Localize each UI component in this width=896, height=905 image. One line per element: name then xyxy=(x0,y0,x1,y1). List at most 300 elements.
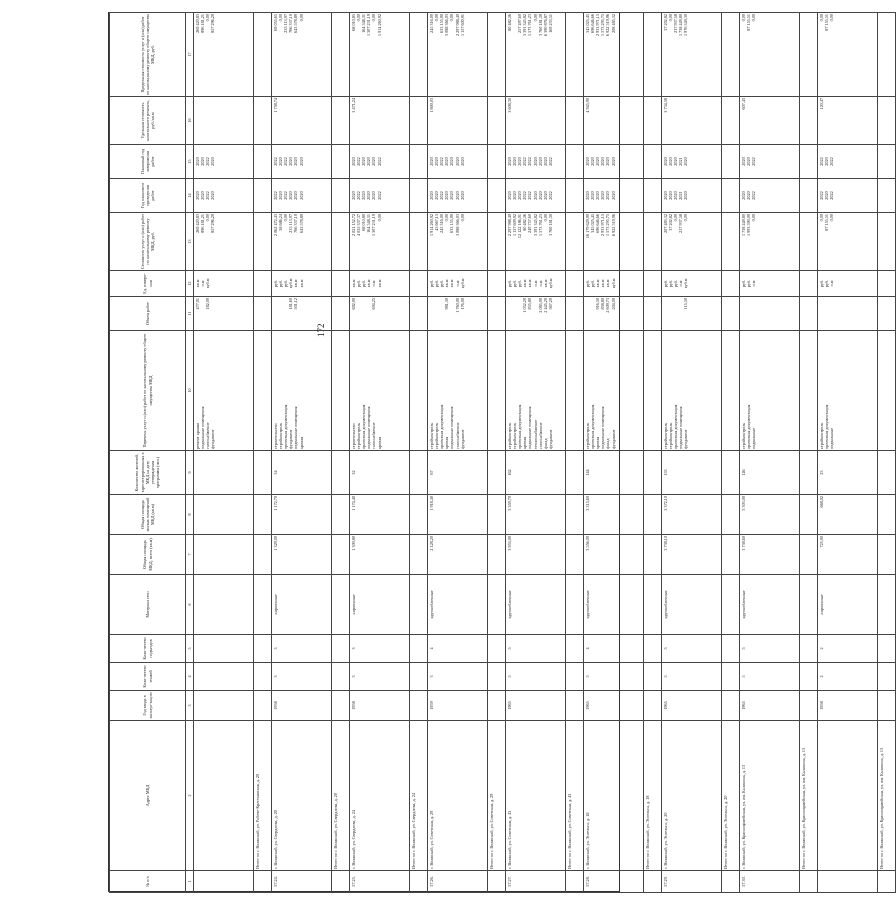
table-cell: 181,60 501,12 xyxy=(272,297,332,331)
subtotal-row xyxy=(410,13,428,893)
table-cell xyxy=(332,13,350,97)
table-cell xyxy=(800,871,818,893)
capital-repair-table xyxy=(109,12,896,893)
table-cell: г. Волжский, ул. Красноармейская, ул. им. Калинина, д. 13 xyxy=(740,721,800,871)
table-cell: 69 055,65 0,00 233 113,97 766 337,10 643 578,89 0,00 xyxy=(272,13,332,97)
table-cell: 1 172,70 xyxy=(272,495,332,535)
table-row xyxy=(506,13,566,893)
table-cell: 269 420,83 896 181,21 0,00 857 296,20 xyxy=(194,13,254,97)
table-cell xyxy=(410,451,428,495)
table-cell xyxy=(254,451,272,495)
table-cell xyxy=(488,451,506,495)
table-cell xyxy=(410,271,428,297)
table-cell xyxy=(254,213,272,271)
table-cell xyxy=(878,179,896,213)
table-row xyxy=(272,13,332,893)
table-cell xyxy=(194,97,254,145)
table-cell xyxy=(566,331,584,451)
table-cell: Итого по г. Волжский, ул. Советская, д. 29 xyxy=(488,721,506,871)
table-cell xyxy=(800,495,818,535)
table-cell: Итого по г. Волжский, ул. Энгельса, д. 18 xyxy=(644,721,662,871)
table-cell: 3 471,24 xyxy=(350,97,410,145)
table-cell: крупноблочные xyxy=(662,575,722,635)
table-cell: 981,30 1 760,00 176,00 xyxy=(428,297,488,331)
table-cell: 207 483,32 37 202,82 0,00 217 937,58 0,00 xyxy=(662,213,722,271)
table-cell: 57.24. xyxy=(272,871,332,893)
table-cell xyxy=(722,271,740,297)
table-cell: 57.28. xyxy=(584,871,644,893)
table-cell: 5 xyxy=(662,635,722,663)
table-cell: крупноблочные xyxy=(740,575,800,635)
table-cell xyxy=(644,663,662,691)
table-cell xyxy=(332,495,350,535)
table-cell: 1 758,74 xyxy=(272,97,332,145)
table-cell: 5 xyxy=(740,663,800,691)
table-cell xyxy=(644,179,662,213)
table-cell: крупноблочные xyxy=(584,575,644,635)
table-cell xyxy=(194,495,254,535)
subtotal-row xyxy=(566,13,584,893)
table-row xyxy=(818,13,878,893)
table-cell: стройконтроль проектная документация подвальные xyxy=(740,331,800,451)
table-cell xyxy=(800,691,818,721)
column-header: Удельная стоимость капитального ремонта, руб./кв.м xyxy=(110,97,186,145)
table-cell xyxy=(254,871,272,893)
table-cell xyxy=(722,297,740,331)
table-cell xyxy=(194,663,254,691)
table-cell xyxy=(740,297,800,331)
column-number: 4 xyxy=(186,663,194,691)
table-cell: 57.27. xyxy=(506,871,566,893)
table-cell xyxy=(332,179,350,213)
table-cell xyxy=(194,575,254,635)
table-cell: кв.м руб. руб. кв.м п.м кв.м xyxy=(350,271,410,297)
table-cell: ремонт крыши подвальные помещения газоснабжение фундамент xyxy=(194,331,254,451)
table-cell: Итого по г. Волжский, ул. Рабоче-Крестьянская, д. 20 xyxy=(254,721,272,871)
table-cell xyxy=(722,495,740,535)
table-cell: 1965 xyxy=(740,691,800,721)
table-cell: г. Волжский, ул. Свердлова, д. 24 xyxy=(350,721,410,871)
table-cell: 34 xyxy=(272,451,332,495)
column-number: 1 xyxy=(186,871,194,893)
subtotal-row xyxy=(644,13,662,893)
table-cell xyxy=(722,213,740,271)
table-cell: 269 420,83 896 181,21 0,00 857 296,20 xyxy=(194,213,254,271)
table-cell xyxy=(194,535,254,575)
table-cell: 37 202,82 0,00 217 937,58 1 738 449,80 1 976 349,30 xyxy=(662,13,722,97)
subtotal-row xyxy=(488,13,506,893)
column-header: Год планового проведения работ xyxy=(110,179,186,213)
table-cell: 5 xyxy=(506,635,566,663)
table-cell: г. Волжский, ул. Советская, д. 43 xyxy=(506,721,566,871)
table-cell xyxy=(878,871,896,893)
table-cell xyxy=(722,331,740,451)
table-cell xyxy=(332,575,350,635)
table-row xyxy=(584,13,644,893)
table-cell: 2020 2020 2022 xyxy=(740,145,800,179)
table-cell: 3 608,30 xyxy=(506,97,566,145)
table-cell: 1 914 260,92 45 667,13 245 316,00 0,00 633 155,90 3 088 366,03 0,00 xyxy=(428,213,488,271)
table-cell xyxy=(488,145,506,179)
table-cell xyxy=(410,495,428,535)
table-cell: 1965 xyxy=(662,691,722,721)
table-cell xyxy=(818,297,878,331)
column-number: 6 xyxy=(186,575,194,635)
table-cell xyxy=(488,535,506,575)
table-cell xyxy=(566,451,584,495)
table-cell xyxy=(488,331,506,451)
table-cell: 3 738,10 xyxy=(662,535,722,575)
table-cell: 2 021 152,72 4 055 337,37 68 010,80 164 548,31 1 307 231,19 0,00 xyxy=(350,213,410,271)
table-cell xyxy=(410,635,428,663)
table-cell: Итого по г. Волжский, ул. Красноармейская, ул. им. Калинина, д. 13 xyxy=(800,721,818,871)
table-cell xyxy=(410,575,428,635)
table-cell xyxy=(800,663,818,691)
table-cell: 2020 2020 2022 xyxy=(740,179,800,213)
column-number: 10 xyxy=(186,331,194,451)
table-cell xyxy=(254,691,272,721)
column-number: 7 xyxy=(186,535,194,575)
table-cell: 3 303,00 xyxy=(740,495,800,535)
subtotal-row xyxy=(332,13,350,893)
table-cell xyxy=(878,575,896,635)
table-cell: 1958 xyxy=(272,691,332,721)
table-cell xyxy=(488,13,506,97)
table-cell: строительство стройконтроль проектная документация подвальные помещения газоснабжение кровля xyxy=(350,331,410,451)
column-number: 5 xyxy=(186,635,194,663)
table-cell xyxy=(722,535,740,575)
table-cell xyxy=(194,871,254,893)
table-cell xyxy=(722,575,740,635)
table-cell xyxy=(332,451,350,495)
table-cell: крупноблочные xyxy=(428,575,488,635)
table-cell: 16 179 629,90 345 025,45 696 646,66 2 933 971,15 1 573 295,75 6 922 519,96 xyxy=(584,213,644,271)
table-cell xyxy=(818,721,878,871)
table-cell xyxy=(566,297,584,331)
table-cell: 5 xyxy=(584,663,644,691)
table-cell: 3 738,60 xyxy=(740,535,800,575)
table-cell: 57.26. xyxy=(428,871,488,893)
table-cell xyxy=(878,451,896,495)
table-cell xyxy=(194,451,254,495)
table-cell: 3 734,58 xyxy=(662,97,722,145)
table-cell: 2020 2020 2020 2020 2020 2020 xyxy=(584,179,644,213)
table-cell xyxy=(800,145,818,179)
table-cell xyxy=(332,97,350,145)
table-cell xyxy=(488,575,506,635)
table-cell: 3 359,70 xyxy=(506,495,566,535)
column-header: Ед. измере-ния xyxy=(110,271,186,297)
table-cell: 5 xyxy=(506,663,566,691)
column-header: Общая площадь жилых помещений МКД (кв.м) xyxy=(110,495,186,535)
column-header: Предельная стоимость услуг и (или) работ по капитальному ремонту общего имущества МКД, руб. xyxy=(110,13,186,97)
table-row xyxy=(740,13,800,893)
column-number: 8 xyxy=(186,495,194,535)
table-cell xyxy=(644,575,662,635)
table-row xyxy=(662,13,722,893)
table-cell xyxy=(722,663,740,691)
table-cell: 725,90 xyxy=(818,535,878,575)
table-cell: 67 xyxy=(428,451,488,495)
table-cell xyxy=(566,575,584,635)
table-cell: 1959 xyxy=(428,691,488,721)
table-cell xyxy=(332,635,350,663)
table-cell: 1 174,40 xyxy=(350,495,410,535)
table-cell xyxy=(566,663,584,691)
table-cell: Итого по г. Волжский, ул. Советская, д. 43 xyxy=(566,721,584,871)
table-cell xyxy=(644,871,662,893)
table-cell: 245 316,00 0,00 633 155,90 3 088 366,03 0,00 2 297 988,40 1 157 600,91 xyxy=(428,13,488,97)
table-cell: 4 xyxy=(428,635,488,663)
subtotal-row xyxy=(722,13,740,893)
table-cell: 2020 2022 2020 2020 2020 2022 xyxy=(350,179,410,213)
table-cell xyxy=(722,451,740,495)
table-cell: 1 738 449,80 1 993 590,00 0,00 xyxy=(740,213,800,271)
column-header: Перечень услуг и (или) работ по капитальному ремонту общего имущества МКД xyxy=(110,331,186,451)
column-number: 14 xyxy=(186,179,194,213)
table-cell xyxy=(566,871,584,893)
column-number: 13 xyxy=(186,213,194,271)
table-cell: стройконтроль проектная документация подвальные xyxy=(818,331,878,451)
table-cell xyxy=(254,179,272,213)
table-cell xyxy=(722,635,740,663)
table-cell: 2020 2020 2020 2022 2022 2020 2020 2020 2022 xyxy=(506,179,566,213)
column-header: Количество жителей, зарегистрированных в МКД на дату утверждения программы (чел.) xyxy=(110,451,186,495)
table-cell xyxy=(722,145,740,179)
column-header: Объем работ xyxy=(110,297,186,331)
table-cell: 668,02 xyxy=(818,495,878,535)
table-cell xyxy=(332,145,350,179)
table-cell: 4 xyxy=(584,635,644,663)
column-number: 16 xyxy=(186,97,194,145)
table-cell xyxy=(566,535,584,575)
table-cell xyxy=(254,331,272,451)
table-cell: 3 315,60 xyxy=(584,495,644,535)
table-cell: 2020 2020 2020 2021 2020 xyxy=(662,145,722,179)
table-cell: руб. руб. п.м xyxy=(818,271,878,297)
table-cell: 3 556,00 xyxy=(584,535,644,575)
table-cell: 2022 2020 2022 2020 2020 2020 xyxy=(272,179,332,213)
table-cell: 2022 2020 2022 xyxy=(818,145,878,179)
table-cell: 477,01 182,00 xyxy=(194,297,254,331)
table-cell: 2020 2020 2022 2020 xyxy=(194,179,254,213)
column-header: Плановый год завершения работ xyxy=(110,145,186,179)
table-cell: 162 xyxy=(506,451,566,495)
table-cell xyxy=(800,179,818,213)
table-cell: руб. руб. руб. п.м куб.м xyxy=(662,271,722,297)
table-cell: 2 xyxy=(818,635,878,663)
table-cell: кв.м п.м куб.м xyxy=(194,271,254,297)
table-cell xyxy=(254,13,272,97)
table-cell xyxy=(722,691,740,721)
table-cell xyxy=(410,663,428,691)
table-cell: Итого по г. Волжский, ул. Энгельса, д. 20 xyxy=(722,721,740,871)
table-cell xyxy=(410,145,428,179)
table-cell: 3 xyxy=(272,635,332,663)
table-cell xyxy=(878,97,896,145)
table-cell xyxy=(488,97,506,145)
table-cell xyxy=(878,331,896,451)
table-cell xyxy=(644,145,662,179)
column-number: 17 xyxy=(186,13,194,97)
table-cell xyxy=(194,635,254,663)
column-header: № п/п xyxy=(110,871,186,893)
table-cell: 3 953,00 xyxy=(506,535,566,575)
table-cell xyxy=(644,271,662,297)
column-header: Стоимость услуг и (или) работ по капитальному ремонту МКД, руб. xyxy=(110,213,186,271)
table-cell: Итого по г. Волжский, ул. Свердлова, д. 20 xyxy=(332,721,350,871)
table-cell: 153 xyxy=(662,451,722,495)
column-header: Коли-чество этажей xyxy=(110,663,186,691)
column-number-row xyxy=(186,13,194,893)
table-cell: руб. руб. руб. кв.м кв.м п.м куб.м xyxy=(428,271,488,297)
table-cell: 1 300,80 xyxy=(350,535,410,575)
subtotal-row xyxy=(800,13,818,893)
table-cell: 607,43 xyxy=(740,97,800,145)
table-cell: г. Волжский, ул. Энгельса, д. 18 xyxy=(584,721,644,871)
subtotal-row xyxy=(254,13,272,893)
table-cell: 345 025,45 696 646,66 2 933 971,15 1 573 295,75 6 922 519,96 208 485,32 xyxy=(584,13,644,97)
table-cell: кирпичные xyxy=(272,575,332,635)
table-cell xyxy=(410,331,428,451)
table-cell xyxy=(800,535,818,575)
table-cell xyxy=(644,97,662,145)
column-header: Коли-чество подъездов xyxy=(110,635,186,663)
table-cell xyxy=(488,297,506,331)
table-cell xyxy=(488,663,506,691)
table-cell: 4 945,90 xyxy=(584,97,644,145)
table-cell: 916,50 838,80 2 609,73 204,00 xyxy=(584,297,644,331)
column-header: Адрес МКД xyxy=(110,721,186,871)
table-cell: 68 010,85 0,00 164 548,31 1 307 231,19 0,00 1 914 260,92 xyxy=(350,13,410,97)
table-cell xyxy=(878,145,896,179)
table-cell: 1965 xyxy=(584,691,644,721)
table-cell xyxy=(800,331,818,451)
table-cell: 3 372,10 xyxy=(662,495,722,535)
table-cell xyxy=(878,495,896,535)
table-cell: стройконтроль стройконтроль проектная документация подвальные помещения фундамент xyxy=(662,331,722,451)
table-cell: 3 xyxy=(350,663,410,691)
table-cell xyxy=(332,535,350,575)
column-number: 2 xyxy=(186,721,194,871)
subtotal-row xyxy=(878,13,896,893)
table-cell xyxy=(878,213,896,271)
table-cell xyxy=(488,691,506,721)
table-cell xyxy=(722,179,740,213)
table-cell xyxy=(644,635,662,663)
table-cell: 0,00 87 155,51 0,00 xyxy=(818,213,878,271)
column-number: 3 xyxy=(186,691,194,721)
table-cell xyxy=(800,575,818,635)
column-header: Материал стен xyxy=(110,575,186,635)
table-cell: 1 052,20 835,80 2 085,00 2 445,20 567,20 xyxy=(506,297,566,331)
table-cell: крупноблочные xyxy=(506,575,566,635)
table-cell xyxy=(800,635,818,663)
table-cell: 120,47 xyxy=(818,97,878,145)
table-cell: 2022 2020 2022 2020 2020 2020 xyxy=(272,145,332,179)
table-cell: 144 xyxy=(584,451,644,495)
capital-repair-table-frame xyxy=(108,12,884,892)
table-cell: 3 xyxy=(428,663,488,691)
column-number: 15 xyxy=(186,145,194,179)
table-cell: 2 062 472,43 58 686,24 0,00 233 113,97 766 337,10 643 578,89 xyxy=(272,213,332,271)
table-cell: 2020 2020 2022 2020 2020 2020 2020 xyxy=(428,179,488,213)
table-cell xyxy=(254,635,272,663)
table-cell: кирпичные xyxy=(818,575,878,635)
table-cell xyxy=(800,297,818,331)
table-cell xyxy=(254,575,272,635)
table-cell: 57.25. xyxy=(350,871,410,893)
table-cell xyxy=(566,635,584,663)
table-cell xyxy=(332,271,350,297)
table-cell xyxy=(410,535,428,575)
table-cell xyxy=(566,495,584,535)
table-cell xyxy=(644,495,662,535)
table-cell xyxy=(254,495,272,535)
table-cell: Итого по г. Волжский, ул. Свердлова, д. 24 xyxy=(410,721,428,871)
table-cell xyxy=(254,145,272,179)
table-cell: 0,00 87 155,51 0,00 xyxy=(818,13,878,97)
table-body xyxy=(194,13,896,893)
table-cell: Итого по г. Волжский, ул. Красноармейская, ул. им. Калинина, д. 13 xyxy=(878,721,896,871)
table-cell xyxy=(332,691,350,721)
table-cell: 3 xyxy=(272,663,332,691)
table-cell: 1965 xyxy=(506,691,566,721)
table-cell xyxy=(722,97,740,145)
table-row xyxy=(350,13,410,893)
table-cell xyxy=(332,871,350,893)
table-cell xyxy=(410,297,428,331)
table-cell xyxy=(722,871,740,893)
table-cell xyxy=(332,213,350,271)
table-cell: 1 918,40 xyxy=(428,495,488,535)
table-cell: г. Волжский, ул. Энгельса, д. 20 xyxy=(662,721,722,871)
table-cell: стройконтроль проектная документация кровля подвальные помещения фасад фундамент xyxy=(584,331,644,451)
table-cell xyxy=(566,213,584,271)
table-cell: руб. руб. п.м xyxy=(740,271,800,297)
table-cell xyxy=(644,451,662,495)
table-cell: 2020 2020 2022 2020 2020 2020 2020 xyxy=(428,145,488,179)
table-cell xyxy=(332,663,350,691)
table-cell xyxy=(410,691,428,721)
table-cell xyxy=(194,691,254,721)
table-cell: 0,00 87 155,51 0,00 xyxy=(740,13,800,97)
table-cell: г. Волжский, ул. Свердлова, д. 20 xyxy=(272,721,332,871)
table-cell xyxy=(878,535,896,575)
table-cell xyxy=(488,635,506,663)
table-cell: руб. руб. кв.м кв.м кв.м куб.м xyxy=(584,271,644,297)
table-cell xyxy=(800,13,818,97)
table-cell xyxy=(254,663,272,691)
table-cell xyxy=(878,663,896,691)
table-cell xyxy=(194,721,254,871)
table-cell: 2 297 988,40 1 157 609,92 12 122 186,01 80 482,36 249 757,60 3 391 345,82 1 573 761,23 0,00 3 760 181,30 xyxy=(506,213,566,271)
table-cell xyxy=(800,451,818,495)
table-cell: стройконтроль стройконтроль проектная документация кровля подвальные помещения теплоснабжение газоснабжение фасад фундамент xyxy=(506,331,566,451)
column-number: 12 xyxy=(186,271,194,297)
table-cell: 2 xyxy=(818,663,878,691)
table-cell: 2020 2022 2020 2020 2020 2022 xyxy=(350,145,410,179)
table-cell xyxy=(644,535,662,575)
table-row xyxy=(194,13,254,893)
table-cell xyxy=(878,297,896,331)
table-cell: 2020 2020 2020 2020 2020 2020 xyxy=(584,145,644,179)
table-cell xyxy=(818,871,878,893)
table-cell xyxy=(566,271,584,297)
table-cell xyxy=(488,179,506,213)
table-cell: 1958 xyxy=(818,691,878,721)
table-cell xyxy=(644,331,662,451)
